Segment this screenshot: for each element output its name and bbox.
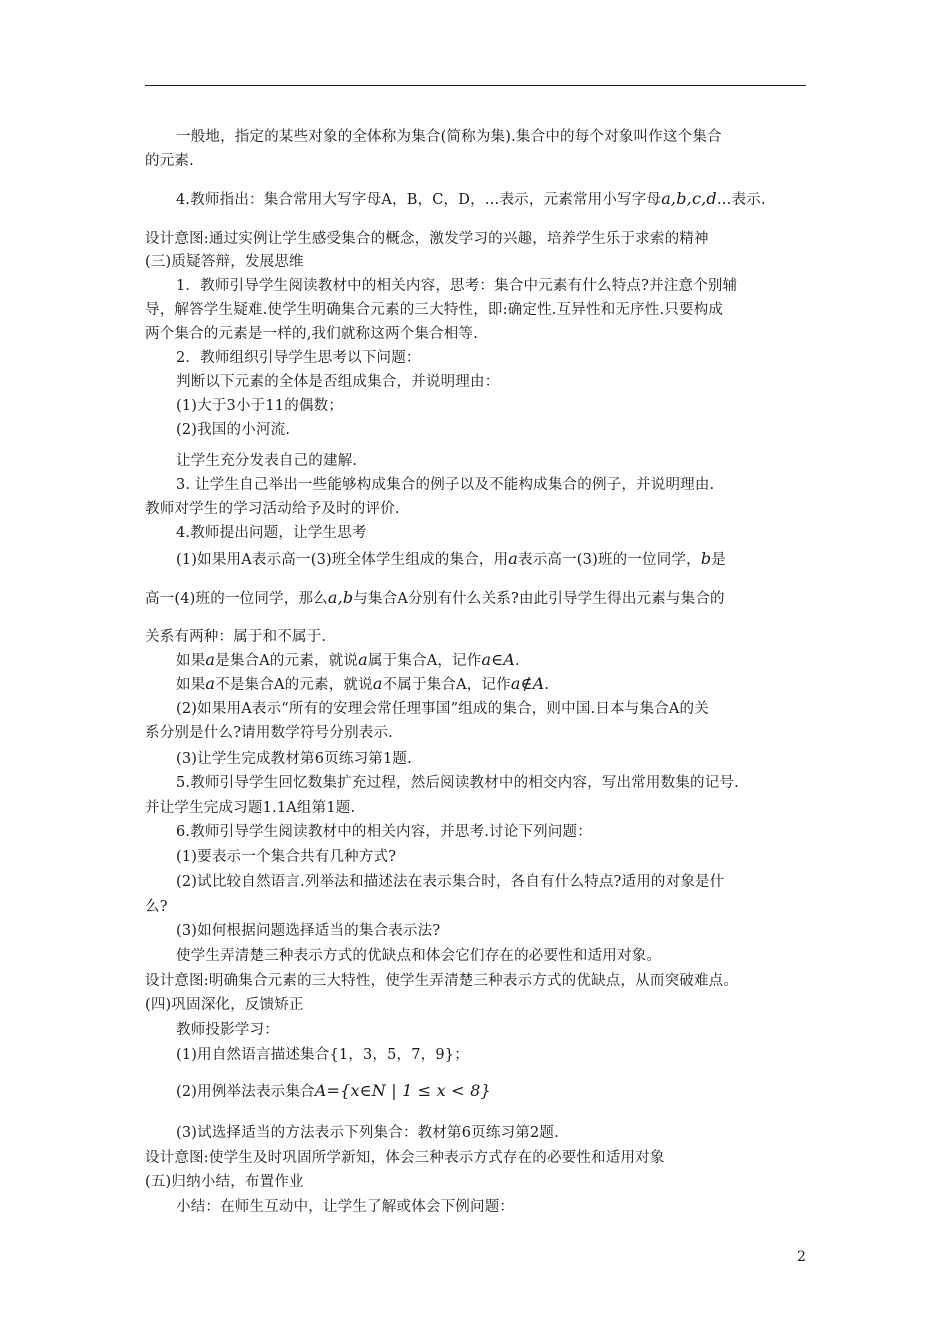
line-text: …表示. [716,192,766,208]
math-variable: a [205,674,216,693]
line-text: 表示高一(3)班的一位同学， [518,552,701,568]
line-text: . [515,653,520,669]
paragraph-line: 小结：在师生互动中，让学生了解或体会下例问题： [176,1199,515,1215]
paragraph-line: 3. 让学生自己举出一些能够构成集合的例子以及不能构成集合的例子，并说明理由. [176,477,715,493]
paragraph-line [176,189,766,210]
line-text: 属于集合A，记作 [367,653,482,669]
line-text: 不属于集合A，记作 [382,677,511,693]
paragraph-line: (3)如何根据问题选择适当的集合表示法? [176,923,441,939]
paragraph-line [176,1081,491,1102]
math-expression: a∉A [510,674,545,693]
math-variable: a,b [327,588,354,607]
paragraph-line: (2)如果用A表示“所有的安理会常任理事国”组成的集合，则中国.日本与集合A的关 [176,701,709,717]
paragraph-line: 一般地，指定的某些对象的全体称为集合(简称为集).集合中的每个对象叫作这个集合 [176,129,722,145]
design-intent: 设计意图:通过实例让学生感受集合的概念，激发学习的兴趣，培养学生乐于求索的精神 [145,231,709,247]
line-text: 是 [711,552,726,568]
line-text: 与集合A分别有什么关系?由此引导学生得出元素与集合的 [353,591,725,607]
paragraph-line: 1．教师引导学生阅读教材中的相关内容，思考：集合中元素有什么特点?并注意个别辅 [176,278,738,294]
paragraph-line: 6.教师引导学生阅读教材中的相关内容，并思考.讨论下列问题： [176,824,592,840]
math-expression: a∈A [481,650,516,669]
paragraph-line: 的元素. [145,153,194,169]
paragraph-line: 判断以下元素的全体是否组成集合，并说明理由： [176,374,500,390]
paragraph-line [176,674,549,695]
paragraph-line [176,549,726,570]
paragraph-line: 导，解答学生疑难.使学生明确集合元素的三大特性，即:确定性.互异性和无序性.只要构成 [145,302,724,318]
section-heading: (四)巩固深化，反馈矫正 [145,997,304,1013]
line-text: 如果 [176,677,206,693]
header-rule [145,85,806,86]
paragraph-line: 关系有两种：属于和不属于. [145,629,327,645]
math-variable: a [205,650,216,669]
design-intent: 设计意图:明确集合元素的三大特性，使学生弄清楚三种表示方式的优缺点，从而突破难点。 [145,973,739,989]
paragraph-line: (1)大于3小于11的偶数； [176,398,344,414]
math-variable: a [508,549,518,568]
paragraph-line: 5.教师引导学生回忆数集扩充过程，然后阅读教材中的相交内容，写出常用数集的记号. [176,775,739,791]
math-expression: A={x∈N | 1 ≤ x < 8} [314,1081,491,1100]
paragraph-line: 4.教师提出问题，让学生思考 [176,525,367,541]
page-number: 2 [797,1249,806,1265]
section-heading: (五)归纳小结，布置作业 [145,1174,304,1190]
paragraph-line: (3)让学生完成教材第6页练习第1题. [176,751,412,767]
line-text: 是集合A的元素，就说 [215,653,359,669]
paragraph-line: (1)要表示一个集合共有几种方式? [176,849,397,865]
paragraph-line: 么? [145,899,168,915]
paragraph-line: 教师对学生的学习活动给予及时的评价. [145,501,400,517]
line-text: (1)如果用A表示高一(3)班全体学生组成的集合，用 [176,552,509,568]
paragraph-line: 使学生弄清楚三种表示方式的优缺点和体会它们存在的必要性和适用对象。 [176,948,662,964]
design-intent: 设计意图:使学生及时巩固所学新知，体会三种表示方式存在的必要性和适用对象 [145,1150,665,1166]
section-heading: (三)质疑答辩，发展思维 [145,254,304,270]
math-variable: a [358,650,368,669]
paragraph-line: (3)试选择适当的方法表示下列集合：教材第6页练习第2题. [176,1125,559,1141]
math-variable: a [372,674,383,693]
paragraph-line [176,650,520,671]
paragraph-line: 2．教师组织引导学生思考以下问题： [176,350,421,366]
paragraph-line: 并让学生完成习题1.1A组第1题. [145,800,356,816]
paragraph-line: 系分别是什么?请用数学符号分别表示. [145,725,393,741]
paragraph-line: (2)试比较自然语言.列举法和描述法在表示集合时，各自有什么特点?适用的对象是什 [176,874,725,890]
paragraph-line: 两个集合的元素是一样的,我们就称这两个集合相等. [145,326,479,342]
line-text: (2)用例举法表示集合 [176,1084,315,1100]
paragraph-line: 让学生充分发表自己的建解. [176,453,358,469]
line-text: 高一(4)班的一位同学，那么 [145,591,328,607]
paragraph-line [145,588,725,609]
paragraph-line: (1)用自然语言描述集合{1，3，5，7，9}； [176,1047,469,1063]
line-text: . [544,677,550,693]
line-text: 不是集合A的元素，就说 [215,677,373,693]
line-text: 如果 [176,653,206,669]
math-variable: b [700,549,712,568]
paragraph-line: (2)我国的小河流. [176,422,291,438]
line-text: 4.教师指出：集合常用大写字母A，B，C，D，…表示，元素常用小写字母 [176,192,662,208]
paragraph-line: 教师投影学习： [176,1022,279,1038]
math-expression: a,b,c,d [661,189,717,208]
